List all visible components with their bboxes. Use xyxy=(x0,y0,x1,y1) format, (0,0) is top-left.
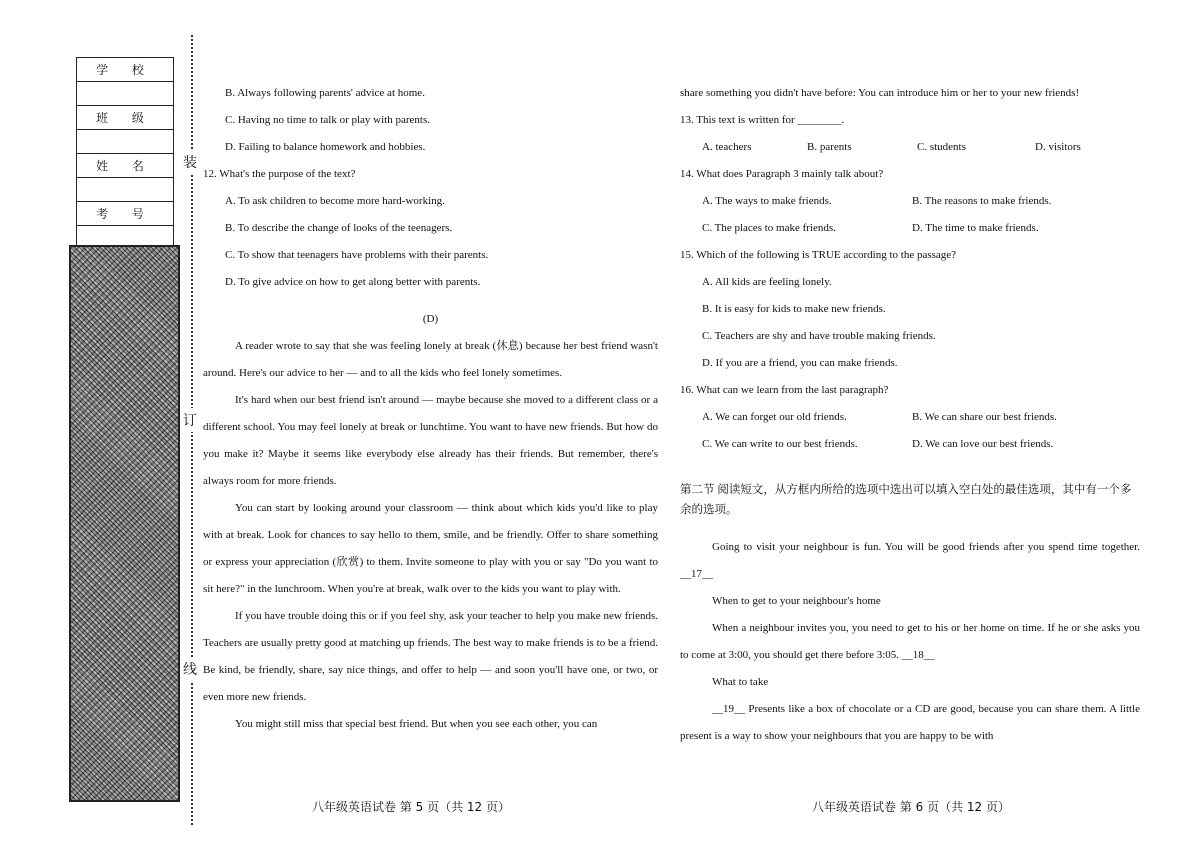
q13-options xyxy=(680,134,1140,161)
class-field[interactable] xyxy=(77,130,174,154)
section-2-instructions: 第二节 阅读短文，从方框内所给的选项中选出可以填入空白处的最佳选项，其中有一个多余的选项。 xyxy=(680,484,1132,516)
q15-question: 15. Which of the following is TRUE according to the passage? xyxy=(680,249,957,261)
q15-option-d: D. If you are a friend, you can make friends. xyxy=(702,357,898,369)
passage-paragraph-1: A reader wrote to say that she was feeling lonely at break (休息) because her best friend wasn't around. Here's our advice to her — and to all the kids who feel lonely sometimes. xyxy=(203,340,658,379)
left-column xyxy=(203,80,658,738)
binding-char-zhuang: 装 xyxy=(183,150,197,174)
q14-option-a: A. The ways to make friends. xyxy=(702,195,832,207)
q14-options-row2 xyxy=(680,215,1140,242)
q16-options-row2 xyxy=(680,431,1140,458)
q11-option-d: D. Failing to balance homework and hobbies. xyxy=(225,141,426,153)
q16-option-c: C. We can write to our best friends. xyxy=(702,438,858,450)
cloze-paragraph-1: Going to visit your neighbour is fun. You will be good friends after you spend time together. __17__ xyxy=(680,541,1140,580)
right-page-footer: 八年级英语试卷 第 6 页（共 12 页） xyxy=(812,800,1010,814)
name-field[interactable] xyxy=(77,178,174,202)
q12-question: 12. What's the purpose of the text? xyxy=(203,168,356,180)
left-page-footer: 八年级英语试卷 第 5 页（共 12 页） xyxy=(312,800,510,814)
q12-option-a: A. To ask children to become more hard-working. xyxy=(225,195,445,207)
passage-paragraph-4: If you have trouble doing this or if you feel shy, ask your teacher to help you make new friends. Teachers are usually pretty good at matching up friends. The best way to make friends is to be a friend. Be kind, be friendly, share, say nice things, and offer to help — and soon you'll have one, or two, or even more new friends. xyxy=(203,610,658,703)
q15-option-a: A. All kids are feeling lonely. xyxy=(702,276,832,288)
q13-option-d: D. visitors xyxy=(1035,141,1081,153)
q13-option-c: C. students xyxy=(917,141,966,153)
binding-char-xian: 线 xyxy=(183,657,197,681)
q14-option-c: C. The places to make friends. xyxy=(702,222,836,234)
binding-char-ding: 订 xyxy=(183,408,197,432)
q11-option-b: B. Always following parents' advice at home. xyxy=(225,87,425,99)
q16-option-a: A. We can forget our old friends. xyxy=(702,411,847,423)
q15-option-c: C. Teachers are shy and have trouble making friends. xyxy=(702,330,936,342)
q13-option-b: B. parents xyxy=(807,141,852,153)
q14-option-d: D. The time to make friends. xyxy=(912,222,1039,234)
school-field[interactable] xyxy=(77,82,174,106)
cloze-heading-1: When to get to your neighbour's home xyxy=(712,595,881,607)
cloze-paragraph-3: __19__ Presents like a box of chocolate or a CD are good, because you can share them. A little present is a way to show your neighbours that you are happy to be with xyxy=(680,703,1140,742)
q14-options-row1 xyxy=(680,188,1140,215)
q12-option-b: B. To describe the change of looks of the teenagers. xyxy=(225,222,453,234)
class-label: 班 级 xyxy=(77,106,174,130)
q16-options-row1 xyxy=(680,404,1140,431)
passage-paragraph-5: You might still miss that special best friend. But when you see each other, you can xyxy=(235,718,598,730)
q12-option-d: D. To give advice on how to get along better with parents. xyxy=(225,276,481,288)
q11-option-c: C. Having no time to talk or play with parents. xyxy=(225,114,430,126)
q16-option-b: B. We can share our best friends. xyxy=(912,411,1057,423)
q13-question: 13. This text is written for ________. xyxy=(680,114,845,126)
q16-option-d: D. We can love our best friends. xyxy=(912,438,1054,450)
q13-option-a: A. teachers xyxy=(702,141,752,153)
exam-number-label: 考 号 xyxy=(77,202,174,226)
name-label: 姓 名 xyxy=(77,154,174,178)
q14-option-b: B. The reasons to make friends. xyxy=(912,195,1052,207)
student-info-table xyxy=(76,57,174,250)
anti-copy-seal-block xyxy=(69,245,180,802)
q15-option-b: B. It is easy for kids to make new friends. xyxy=(702,303,886,315)
q14-question: 14. What does Paragraph 3 mainly talk about? xyxy=(680,168,884,180)
passage-continuation: share something you didn't have before: You can introduce him or her to your new friends! xyxy=(680,87,1080,99)
q12-option-c: C. To show that teenagers have problems with their parents. xyxy=(225,249,489,261)
right-column xyxy=(680,80,1140,750)
passage-paragraph-3: You can start by looking around your classroom — think about which kids you'd like to play with at break. Look for chances to say hello to them, smile, and be friendly. Offer to share something or express your appreciation (欣赏) to them. Invite someone to play with you or say "Do you want to sit here?" in the lunchroom. When you're at break, walk over to the kids you want to play with. xyxy=(203,502,658,595)
passage-label: (D) xyxy=(422,313,439,325)
cloze-heading-2: What to take xyxy=(712,676,769,688)
cloze-paragraph-2: When a neighbour invites you, you need to get to his or her home on time. If he or she asks you to come at 3:00, you should get there before 3:05. __18__ xyxy=(680,622,1140,661)
passage-paragraph-2: It's hard when our best friend isn't around — maybe because she moved to a different class or a different school. You may feel lonely at break or lunchtime. You want to have new friends. But how do you make it? Maybe it seems like everybody else already has their friends. But remember, there's always room for more friends. xyxy=(203,394,658,487)
q16-question: 16. What can we learn from the last paragraph? xyxy=(680,384,889,396)
school-label: 学 校 xyxy=(77,58,174,82)
